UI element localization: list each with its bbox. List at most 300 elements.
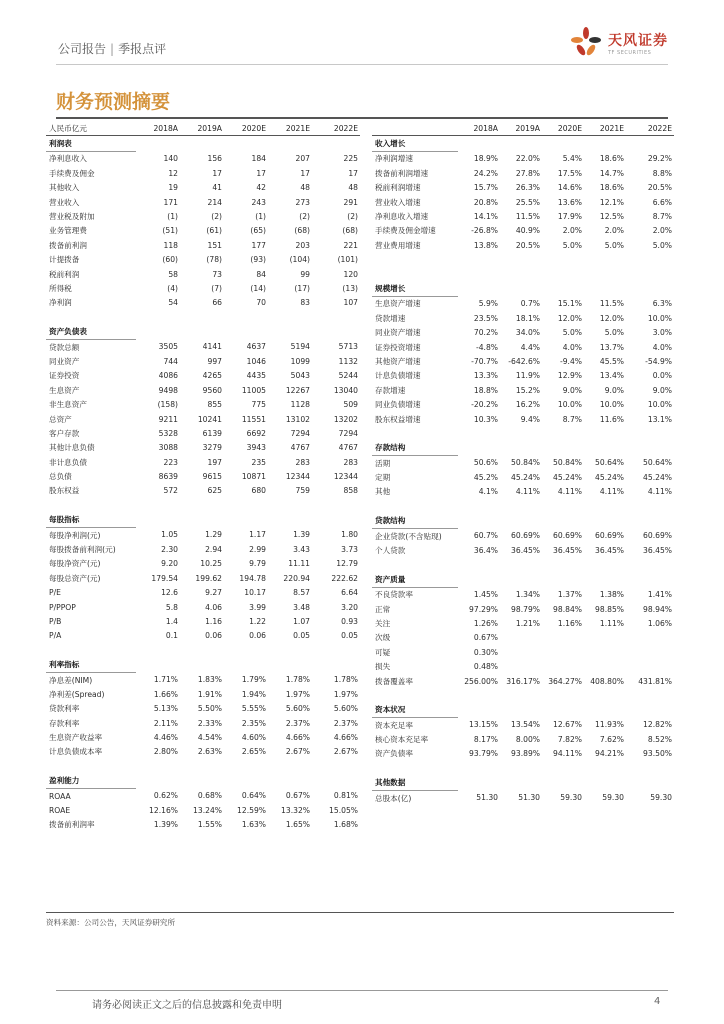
cell-value (542, 761, 584, 775)
cell-value (136, 643, 180, 657)
table-row (372, 426, 674, 440)
cell-value: 5.8 (165, 602, 178, 612)
cell-value: 18.6% (599, 154, 624, 164)
cell-value: 10.25 (200, 559, 222, 569)
cell-value: 223 (163, 457, 178, 467)
cell-value: 2.33% (197, 718, 222, 728)
cell-value: 997 (207, 356, 222, 366)
cell-value: 66 (212, 298, 222, 308)
cell-value: 13.1% (647, 414, 672, 424)
cell-value: 6139 (202, 428, 222, 438)
cell-value: 1.05 (161, 530, 178, 540)
cell-value: 48 (300, 183, 310, 193)
cell-value: 5.13% (153, 704, 178, 714)
cell-value: 8.00% (515, 735, 540, 745)
cell-value (268, 498, 312, 512)
cell-value: 2.35% (241, 718, 266, 728)
cell-value: 9.4% (520, 414, 540, 424)
row-label: P/B (49, 616, 62, 626)
table-row (46, 267, 360, 281)
cell-value: 7.62% (599, 735, 624, 745)
cell-value: 13040 (333, 385, 358, 395)
header-separator: | (110, 42, 115, 56)
cell-value: 858 (343, 486, 358, 496)
row-label: 收入增长 (372, 136, 458, 151)
row-label: 同业负债增速 (375, 400, 421, 410)
table-row (46, 716, 360, 730)
table-row (46, 730, 360, 744)
cell-value: 1.55% (197, 820, 222, 830)
cell-value: 5.4% (562, 154, 582, 164)
cell-value (542, 281, 584, 296)
cell-value (268, 774, 312, 789)
row-label: 资本充足率 (375, 720, 413, 730)
row-label: 资产负债率 (375, 749, 413, 759)
cell-value (626, 136, 674, 151)
cell-value: 140 (163, 154, 178, 164)
cell-value (312, 324, 360, 339)
cell-value (500, 703, 542, 718)
cell-value: (60) (162, 255, 178, 265)
cell-value: 1.17 (249, 530, 266, 540)
cell-value: 4.11% (557, 487, 582, 497)
table-row (372, 674, 674, 688)
cell-value: 4.0% (562, 342, 582, 352)
row-label: 每股指标 (46, 513, 136, 528)
cell-value: 1.68% (333, 820, 358, 830)
cell-value: 4141 (202, 342, 222, 352)
cell-value: 2.30 (161, 545, 178, 555)
cell-value: 12.0% (599, 313, 624, 323)
cell-value: 5194 (290, 342, 310, 352)
cell-value (136, 774, 180, 789)
row-label: 营业收入增速 (375, 197, 421, 207)
section-header-row (372, 776, 674, 791)
cell-value: 179.54 (151, 573, 178, 583)
cell-value: 5244 (338, 371, 358, 381)
cell-value: 0.62% (153, 791, 178, 801)
row-label (372, 253, 458, 267)
cell-value: -70.7% (471, 356, 498, 366)
section-header-row (46, 513, 360, 528)
cell-value (268, 657, 312, 672)
cell-value: 680 (251, 486, 266, 496)
row-label: 生息资产 (49, 385, 80, 395)
cell-value: 50.84% (511, 458, 540, 468)
cell-value: 8.8% (652, 168, 672, 178)
row-label: 存款增速 (375, 385, 406, 395)
cell-value: 744 (163, 356, 178, 366)
cell-value: 8.7% (652, 212, 672, 222)
cell-value: 11.11 (288, 559, 310, 569)
cell-value: 855 (207, 400, 222, 410)
cell-value: 15.1% (557, 299, 582, 309)
row-label: 净利息收入 (49, 154, 87, 164)
cell-value (224, 498, 268, 512)
cell-value: 1.39 (293, 530, 310, 540)
cell-value: 98.79% (511, 604, 540, 614)
cell-value (268, 324, 312, 339)
table-row (372, 166, 674, 180)
cell-value: 9560 (202, 385, 222, 395)
row-label: 计息负债增速 (375, 371, 421, 381)
cell-value: 4.06 (205, 602, 222, 612)
cell-value: 16.2% (515, 400, 540, 410)
row-label: 损失 (375, 662, 391, 672)
cell-value (458, 499, 500, 513)
cell-value: 60.69% (595, 531, 624, 541)
report-type: 公司报告 (58, 42, 107, 56)
cell-value (626, 267, 674, 281)
cell-value: 225 (343, 154, 358, 164)
table-row (46, 557, 360, 571)
cell-value: -26.8% (471, 226, 498, 236)
row-label: 客户存款 (49, 428, 80, 438)
table-row (46, 455, 360, 469)
row-label: 营业费用增速 (375, 240, 421, 250)
row-label: 净息差(NIM) (49, 675, 93, 685)
cell-value: (4) (167, 283, 178, 293)
cell-value: 1.38% (599, 589, 624, 599)
cell-value: 11.5% (515, 212, 540, 222)
cell-value: 9.0% (562, 385, 582, 395)
cell-value (542, 558, 584, 572)
row-label: 资产质量 (372, 572, 458, 587)
table-row (372, 325, 674, 339)
cell-value: 156 (207, 154, 222, 164)
cell-value (626, 761, 674, 775)
cell-value (542, 703, 584, 718)
cell-value: 273 (295, 197, 310, 207)
cell-value: 9.20 (161, 559, 178, 569)
row-label: 每股净利润(元) (49, 530, 101, 540)
cell-value: 4637 (246, 342, 266, 352)
cell-value (542, 631, 584, 645)
table-row (46, 166, 360, 180)
table-row (372, 383, 674, 397)
table-row (372, 790, 674, 805)
cell-value: 97.29% (469, 604, 498, 614)
cell-value: 60.7% (473, 531, 498, 541)
table-row (46, 803, 360, 817)
cell-value: 6692 (246, 428, 266, 438)
cell-value: 2.37% (333, 718, 358, 728)
cell-value: 2.37% (285, 718, 310, 728)
cell-value: 45.24% (643, 473, 672, 483)
cell-value: 177 (251, 240, 266, 250)
row-label: 规模增长 (372, 281, 458, 296)
cell-value (626, 688, 674, 702)
table-row (46, 281, 360, 295)
cell-value: 9.0% (604, 385, 624, 395)
row-label: 其他 (375, 487, 391, 497)
cell-value (626, 558, 674, 572)
cell-value: 15.2% (515, 385, 540, 395)
cell-value (180, 310, 224, 324)
table-row (46, 614, 360, 628)
section-header-row (372, 136, 674, 151)
page-number: 4 (654, 996, 661, 1007)
cell-value: 36.45% (553, 546, 582, 556)
cell-value: 60.69% (511, 531, 540, 541)
table-row (372, 151, 674, 166)
table-row (372, 558, 674, 572)
table-row (46, 629, 360, 643)
table-row (46, 702, 360, 716)
cell-value: 11.93% (595, 720, 624, 730)
row-label: 资本状况 (372, 703, 458, 718)
cell-value: 1.21% (515, 618, 540, 628)
cell-value: 12 (168, 168, 178, 178)
cell-value: 1.97% (285, 689, 310, 699)
cell-value: 93.89% (511, 749, 540, 759)
table-row (372, 732, 674, 746)
cell-value: 3.43 (293, 545, 310, 555)
cell-value (542, 688, 584, 702)
table-row (46, 238, 360, 252)
row-label: 其他资产增速 (375, 356, 421, 366)
cell-value: 2022E (626, 121, 674, 136)
cell-value (312, 136, 360, 151)
cell-value: 45.2% (473, 473, 498, 483)
cell-value: 4.11% (599, 487, 624, 497)
cell-value: 18.9% (473, 154, 498, 164)
cell-value: 13102 (285, 414, 310, 424)
section-header-row (372, 572, 674, 587)
cell-value: 13.32% (281, 806, 310, 816)
cell-value (180, 513, 224, 528)
table-row (46, 600, 360, 614)
cell-value: 0.7% (520, 299, 540, 309)
row-label: 企业贷款(不含贴现) (375, 531, 442, 541)
cell-value: 12.16% (149, 806, 178, 816)
cell-value: 4.11% (515, 487, 540, 497)
table-bottom-rule (46, 912, 674, 913)
cell-value: 12.1% (599, 197, 624, 207)
cell-value: 45.24% (553, 473, 582, 483)
cell-value: 36.45% (595, 546, 624, 556)
cell-value (500, 761, 542, 775)
cell-value: 5.60% (333, 704, 358, 714)
cell-value: 3943 (246, 443, 266, 453)
row-label: 贷款结构 (372, 514, 458, 529)
cell-value: 1.80 (341, 530, 358, 540)
cell-value: 0.30% (473, 647, 498, 657)
cell-value: 10.3% (473, 414, 498, 424)
row-label (372, 121, 458, 136)
cell-value: 291 (343, 197, 358, 207)
table-row (372, 412, 674, 426)
cell-value: 3.0% (652, 328, 672, 338)
cell-value: -9.4% (559, 356, 582, 366)
cell-value: 1.94% (241, 689, 266, 699)
cell-value (584, 572, 626, 587)
cell-value (224, 310, 268, 324)
table-row (46, 586, 360, 600)
cell-value: 431.81% (638, 676, 672, 686)
cell-value: 60.69% (643, 531, 672, 541)
cell-value: 58 (168, 269, 178, 279)
cell-value (458, 703, 500, 718)
row-label: 贷款增速 (375, 313, 406, 323)
cell-value: 4435 (246, 371, 266, 381)
row-label: 生息资产增速 (375, 299, 421, 309)
cell-value: 194.78 (239, 573, 266, 583)
cell-value: 23.5% (473, 313, 498, 323)
row-label: 盈利能力 (46, 774, 136, 789)
cell-value (584, 514, 626, 529)
cell-value: 13.6% (557, 197, 582, 207)
cell-value: 14.7% (599, 168, 624, 178)
cell-value: 10241 (197, 414, 222, 424)
table-row (46, 383, 360, 397)
cell-value: 2.0% (604, 226, 624, 236)
cell-value: 256.00% (464, 676, 498, 686)
cell-value: 4767 (338, 443, 358, 453)
cell-value: 45.24% (511, 473, 540, 483)
cell-value: 4.1% (478, 487, 498, 497)
cell-value: 0.0% (652, 371, 672, 381)
cell-value (312, 643, 360, 657)
cell-value: 73 (212, 269, 222, 279)
table-header-row (372, 121, 674, 136)
cell-value: 5328 (158, 428, 178, 438)
table-row (46, 354, 360, 368)
table-row (46, 469, 360, 483)
cell-value: 8.17% (473, 735, 498, 745)
row-label (372, 688, 458, 702)
cell-value: 1.34% (515, 589, 540, 599)
cell-value: 3.20 (341, 602, 358, 612)
cell-value: 9498 (158, 385, 178, 395)
cell-value (626, 441, 674, 456)
cell-value: 0.06 (205, 631, 222, 641)
table-row (372, 455, 674, 470)
table-row (372, 470, 674, 484)
row-label: 总股本(亿) (375, 793, 412, 803)
cell-value (458, 136, 500, 151)
cell-value: 25.5% (515, 197, 540, 207)
cell-value (224, 759, 268, 773)
row-label: 计提拨备 (49, 255, 80, 265)
row-label: 拨备前利润率 (49, 820, 95, 830)
section-header-row (46, 324, 360, 339)
table-row (372, 659, 674, 673)
row-label (372, 761, 458, 775)
cell-value: (1) (167, 212, 178, 222)
cell-value: (68) (294, 226, 310, 236)
cell-value (626, 645, 674, 659)
row-label: 股东权益 (49, 486, 80, 496)
row-label: 可疑 (375, 647, 391, 657)
table-row (372, 688, 674, 702)
cell-value (458, 281, 500, 296)
cell-value: 59.30 (560, 793, 582, 803)
table-row (46, 296, 360, 310)
row-label (372, 267, 458, 281)
cell-value (136, 310, 180, 324)
cell-value: 3505 (158, 342, 178, 352)
cell-value: 1.11% (599, 618, 624, 628)
table-row (46, 527, 360, 542)
cell-value: 5.60% (285, 704, 310, 714)
cell-value (312, 498, 360, 512)
cell-value (312, 774, 360, 789)
row-label: 不良贷款率 (375, 590, 413, 600)
table-row (372, 224, 674, 238)
cell-value: (93) (250, 255, 266, 265)
row-label: 非计息负债 (49, 457, 87, 467)
row-label: 总负债 (49, 472, 72, 482)
section-header-row (372, 514, 674, 529)
cell-value: 6.3% (652, 299, 672, 309)
cell-value (500, 441, 542, 456)
cell-value (626, 499, 674, 513)
table-row (372, 761, 674, 775)
cell-value (584, 631, 626, 645)
cell-value (626, 659, 674, 673)
cell-value: 13202 (333, 414, 358, 424)
cell-value: 36.45% (643, 546, 672, 556)
cell-value: 2.65% (241, 747, 266, 757)
cell-value: 6.6% (652, 197, 672, 207)
row-label: P/PPOP (49, 602, 76, 612)
cell-value: 283 (295, 457, 310, 467)
cell-value: 220.94 (283, 573, 310, 583)
cell-value (136, 324, 180, 339)
cell-value: 8.52% (647, 735, 672, 745)
cell-value: 4086 (158, 371, 178, 381)
cell-value (458, 761, 500, 775)
cell-value: 207 (295, 154, 310, 164)
cell-value (458, 776, 500, 791)
cell-value (626, 703, 674, 718)
cell-value: 5.50% (197, 704, 222, 714)
cell-value: (1) (255, 212, 266, 222)
cell-value: 3.73 (341, 545, 358, 555)
cell-value: 13.8% (473, 240, 498, 250)
cell-value (626, 572, 674, 587)
table-row (46, 498, 360, 512)
row-label (46, 498, 136, 512)
cell-value (584, 281, 626, 296)
cell-value: 17.9% (557, 212, 582, 222)
cell-value (268, 513, 312, 528)
table-row (46, 369, 360, 383)
cell-value: 12344 (285, 472, 310, 482)
cell-value: (65) (250, 226, 266, 236)
cell-value: 50.64% (643, 458, 672, 468)
cell-value: 0.67% (285, 791, 310, 801)
cell-value: 1099 (290, 356, 310, 366)
row-label: P/A (49, 631, 62, 641)
cell-value: 11.5% (599, 299, 624, 309)
cell-value: 1.66% (153, 689, 178, 699)
row-label: 税前利润增速 (375, 183, 421, 193)
cell-value: 171 (163, 197, 178, 207)
cell-value: 13.4% (599, 371, 624, 381)
cell-value (626, 776, 674, 791)
cell-value (626, 281, 674, 296)
row-label: 计息负债成本率 (49, 747, 103, 757)
cell-value: 1.37% (557, 589, 582, 599)
cell-value: 5.9% (478, 299, 498, 309)
cell-value: 243 (251, 197, 266, 207)
table-row (46, 687, 360, 701)
row-label: 净利息收入增速 (375, 212, 429, 222)
cell-value: 27.8% (515, 168, 540, 178)
cell-value: 222.62 (331, 573, 358, 583)
